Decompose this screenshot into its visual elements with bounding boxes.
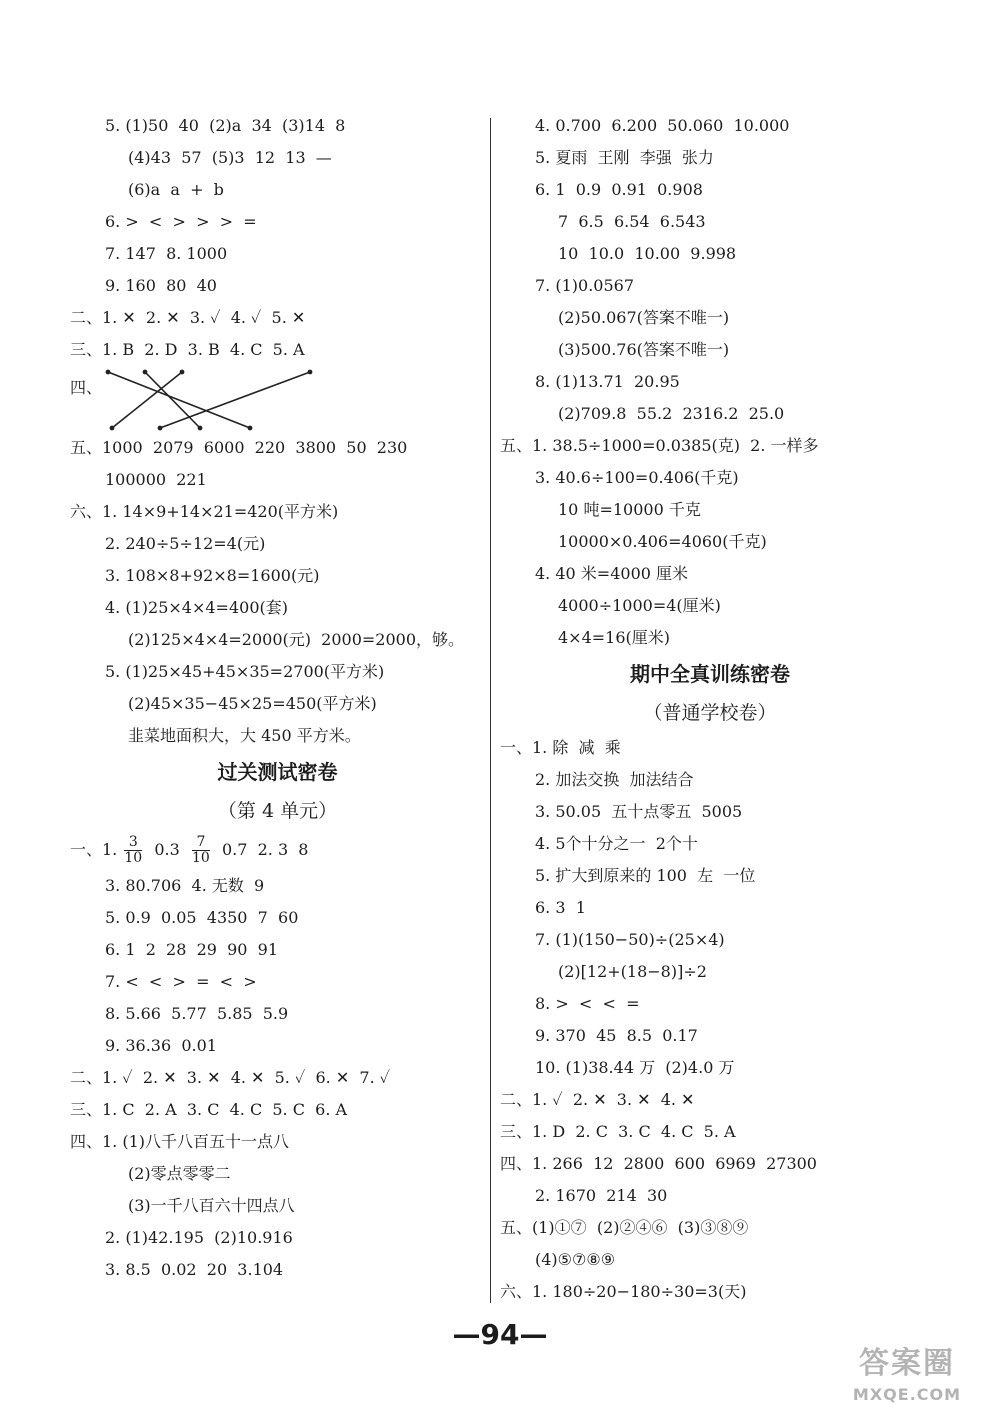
answer-line: 10 吨=10000 千克 [558,500,701,519]
answer-line: 3. 8.5 0.02 20 3.104 [105,1260,284,1279]
answer-line: 二、1. ✕ 2. ✕ 3. ✓ 4. ✓ 5. ✕ [70,308,306,327]
answer-line: 7. (1)0.0567 [535,276,634,295]
answer-line: 5. (1)50 40 (2)a 34 (3)14 8 [105,116,346,135]
answer-line: 4. 40 米=4000 厘米 [535,564,689,583]
answer-line: 4. (1)25×4×4=400(套) [105,598,288,617]
answer-line: (2)[12+(18−8)]÷2 [558,962,707,981]
answer-line: (4)43 57 (5)3 12 13 — [128,148,332,167]
answer-line: 100000 221 [105,470,207,489]
section-subheading: （普通学校卷） [643,702,777,724]
answer-line: 8. 5.66 5.77 5.85 5.9 [105,1004,289,1023]
right-column [500,110,920,1308]
answer-line: (2)125×4×4=2000(元) 2000=2000，够。 [128,630,465,649]
answer-line: 三、1. D 2. C 3. C 4. C 5. A [500,1122,736,1141]
answer-line: 7. < < > = < > [105,972,257,991]
fraction [124,835,142,866]
answer-line: 7. 147 8. 1000 [105,244,228,263]
answer-line: 六、1. 14×9+14×21=420(平方米) [70,502,339,521]
section-label: 四、 [70,378,103,397]
fraction-numerator: 3 [124,835,142,851]
answer-line: 8. (1)13.71 20.95 [535,372,680,391]
answer-line: (4)⑤⑦⑧⑨ [535,1250,616,1269]
answer-line: 4. 0.700 6.200 50.060 10.000 [535,116,790,135]
answer-line: 7 6.5 6.54 6.543 [558,212,706,231]
answer-text: 0.3 [144,840,190,859]
answer-line: 2. 加法交换 加法结合 [535,770,694,789]
section-heading: 期中全真训练密卷 [630,662,790,686]
answer-line: 二、1. ✓ 2. ✕ 3. ✕ 4. ✕ [500,1090,695,1109]
answer-line: 3. 40.6÷100=0.406(千克) [535,468,739,487]
left-column [70,110,485,1286]
answer-line: 10000×0.406=4060(千克) [558,532,767,551]
answer-line: 3. 80.706 4. 无数 9 [105,876,265,895]
watermark-logo [832,1344,982,1414]
answer-line: (6)a a + b [128,180,224,199]
answer-line: 7. (1)(150−50)÷(25×4) [535,930,725,949]
answer-line: 4000÷1000=4(厘米) [558,596,721,615]
answer-line: 二、1. ✓ 2. ✕ 3. ✕ 4. ✕ 5. ✓ 6. ✕ 7. ✓ [70,1068,391,1087]
answer-line: 三、1. C 2. A 3. C 4. C 5. C 6. A [70,1100,348,1119]
answer-line: 6. 1 2 28 29 90 91 [105,940,279,959]
answer-line: (2)零点零零二 [128,1164,231,1183]
answer-line: 10. (1)38.44 万 (2)4.0 万 [535,1058,735,1077]
answer-line: 6. > < > > > = [105,212,257,231]
fraction-denominator: 10 [191,850,210,866]
answer-line: 6. 3 1 [535,898,586,917]
answer-line: 五、1. 38.5÷1000=0.0385(克) 2. 一样多 [500,436,819,455]
answer-line: 三、1. B 2. D 3. B 4. C 5. A [70,340,305,359]
answer-line: 9. 160 80 40 [105,276,217,295]
answer-line: (2)45×35−45×25=450(平方米) [128,694,377,713]
answer-text: 一、1. [70,840,123,859]
answer-line: 5. 扩大到原来的 100 左 一位 [535,866,756,885]
fraction-numerator: 7 [192,835,210,851]
matching-lines-diagram [100,366,330,432]
answer-line: 韭菜地面积大，大 450 平方米。 [128,726,361,745]
answer-line: 五、(1)①⑦ (2)②④⑥ (3)③⑧⑨ [500,1218,749,1237]
answer-line: 4. 5个十分之一 2个十 [535,834,698,853]
answer-line: 10 10.0 10.00 9.998 [558,244,737,263]
answer-line: 9. 370 45 8.5 0.17 [535,1026,698,1045]
answer-line: 8. > < < = [535,994,640,1013]
watermark-url: MXQE.COM [852,1385,962,1404]
section-heading: 过关测试密卷 [217,760,338,784]
answer-line: 2. 240÷5÷12=4(元) [105,534,266,553]
answer-line: 2. 1670 214 30 [535,1186,668,1205]
answer-line: 四、1. 266 12 2800 600 6969 27300 [500,1154,817,1173]
fraction-denominator: 10 [124,850,143,866]
answer-line: 5. (1)25×45+45×35=2700(平方米) [105,662,385,681]
answer-line: 3. 50.05 五十点零五 5005 [535,802,743,821]
answer-line: (3)500.76(答案不唯一) [558,340,730,359]
answer-line: 6. 1 0.9 0.91 0.908 [535,180,703,199]
answer-line: (2)50.067(答案不唯一) [558,308,730,327]
page-number: —94— [452,1318,548,1351]
answer-line: 3. 108×8+92×8=1600(元) [105,566,320,585]
watermark-text: 答案圈 [859,1346,955,1381]
answer-line: 5. 夏雨 王刚 李强 张力 [535,148,714,167]
answer-line: 五、1000 2079 6000 220 3800 50 230 [70,438,408,457]
answer-line: (2)709.8 55.2 2316.2 25.0 [558,404,785,423]
answer-text: 0.7 2. 3 8 [211,840,309,859]
fraction [192,835,210,866]
column-divider [490,118,491,1303]
answer-line: (3)一千八百六十四点八 [128,1196,295,1215]
answer-line: 4×4=16(厘米) [558,628,671,647]
answer-line: 六、1. 180÷20−180÷30=3(天) [500,1282,747,1301]
matching-diagram-row [70,366,485,432]
section-subheading: （第 4 单元） [217,800,338,822]
answer-line: 5. 0.9 0.05 4350 7 60 [105,908,299,927]
answer-line: 四、1. (1)八千八百五十一点八 [70,1132,290,1151]
answer-line: 一、1. 除 减 乘 [500,738,621,757]
answer-line: 2. (1)42.195 (2)10.916 [105,1228,293,1247]
answer-line-fractions [70,830,485,870]
answer-line: 9. 36.36 0.01 [105,1036,217,1055]
